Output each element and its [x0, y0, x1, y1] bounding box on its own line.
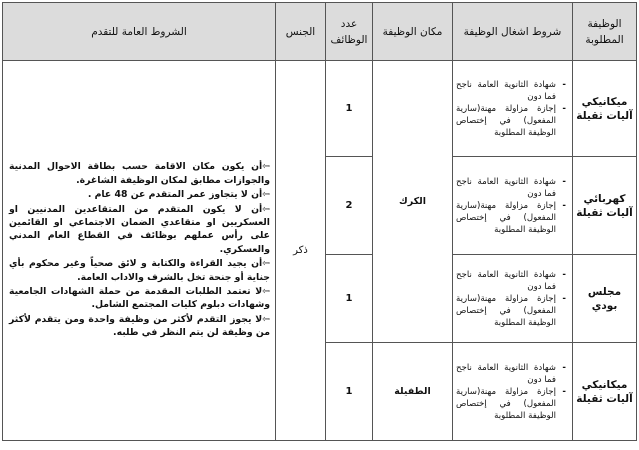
job-conditions [453, 61, 573, 157]
header-conditions: شروط اشغال الوظيفة [453, 3, 573, 61]
general-condition-item: ⇦أن لا يتجاوز عمر المتقدم عن 48 عام . [87, 189, 270, 201]
job-location-tafila: الطفيلة [373, 343, 453, 441]
general-conditions [3, 61, 276, 441]
header-general: الشروط العامة للتقدم [3, 3, 276, 61]
arrow-left-icon: ⇦ [262, 258, 270, 270]
general-condition-item: ⇦أن لا يكون المتقدم من المتقاعدين المدنيين او العسكريين او متقاعدي الضمان الاجتماعي او القائمين على رأس عملهم بوظائف في القطاع العام المدني والعسكري. [9, 203, 270, 255]
job-conditions [453, 255, 573, 343]
job-title: مجلس بودي [573, 255, 637, 343]
job-conditions [453, 343, 573, 441]
job-conditions [453, 157, 573, 255]
general-condition-item: ⇦لا تعتمد الطلبات المقدمة من حملة الشهادات الجامعية وشهادات دبلوم كليات المجتمع الشامل. [9, 286, 270, 311]
arrow-left-icon: ⇦ [262, 189, 270, 201]
header-gender: الجنس [276, 3, 326, 61]
arrow-left-icon: ⇦ [262, 313, 270, 325]
condition-item: - شهادة الثانوية العامة ناجح فما دون [456, 362, 556, 386]
condition-item: - إجازة مزاولة مهنة(سارية المفعول) في إختصاص الوظيفة المطلوبة [456, 103, 556, 139]
jobs-table [2, 2, 637, 441]
condition-item: - شهادة الثانوية العامة ناجح فما دون [456, 176, 556, 200]
job-count: 1 [326, 61, 373, 157]
arrow-left-icon: ⇦ [262, 286, 270, 298]
job-count: 1 [326, 255, 373, 343]
general-condition-item: ⇦لا يجوز التقدم لأكثر من وظيفة واحدة ومن يتقدم لأكثر من وظيفة لن يتم النظر في طلبه. [9, 313, 270, 339]
gender-cell: ذكر [276, 61, 326, 441]
condition-item: - إجازة مزاولة مهنة(سارية المفعول) في إختصاص الوظيفة المطلوبة [456, 293, 556, 329]
arrow-left-icon: ⇦ [262, 203, 270, 215]
arrow-left-icon: ⇦ [262, 161, 270, 173]
table-header-row [3, 3, 637, 61]
header-count: عدد الوظائف [326, 3, 373, 61]
job-title: ميكانيكي آليات ثقيلة [573, 343, 637, 441]
condition-item: - إجازة مزاولة مهنة(سارية المفعول) في إختصاص الوظيفة المطلوبة [456, 200, 556, 236]
job-count: 1 [326, 343, 373, 441]
condition-item: - شهادة الثانوية العامة ناجح فما دون [456, 269, 556, 293]
job-count: 2 [326, 157, 373, 255]
header-location: مكان الوظيفة [373, 3, 453, 61]
condition-item: - إجازة مزاولة مهنة(سارية المفعول) في إختصاص الوظيفة المطلوبة [456, 386, 556, 422]
job-title: ميكانيكي آليات ثقيلة [573, 61, 637, 157]
header-job: الوظيفة المطلوبة [573, 3, 637, 61]
job-title: كهربائي آليات ثقيلة [573, 157, 637, 255]
general-condition-item: ⇦أن يجيد القراءة والكتابة و لائق صحياً وغير محكوم بأي جناية أو جنحة تخل بالشرف والاداب العامة. [9, 258, 270, 283]
general-condition-item: ⇦أن يكون مكان الاقامة حسب بطاقة الاحوال المدنية والجوازات مطابق لمكان الوظيفة الشاغرة. [9, 161, 270, 186]
job-location-karak: الكرك [373, 61, 453, 343]
condition-item: - شهادة الثانوية العامة ناجح فما دون [456, 79, 556, 103]
table-row [3, 61, 637, 157]
